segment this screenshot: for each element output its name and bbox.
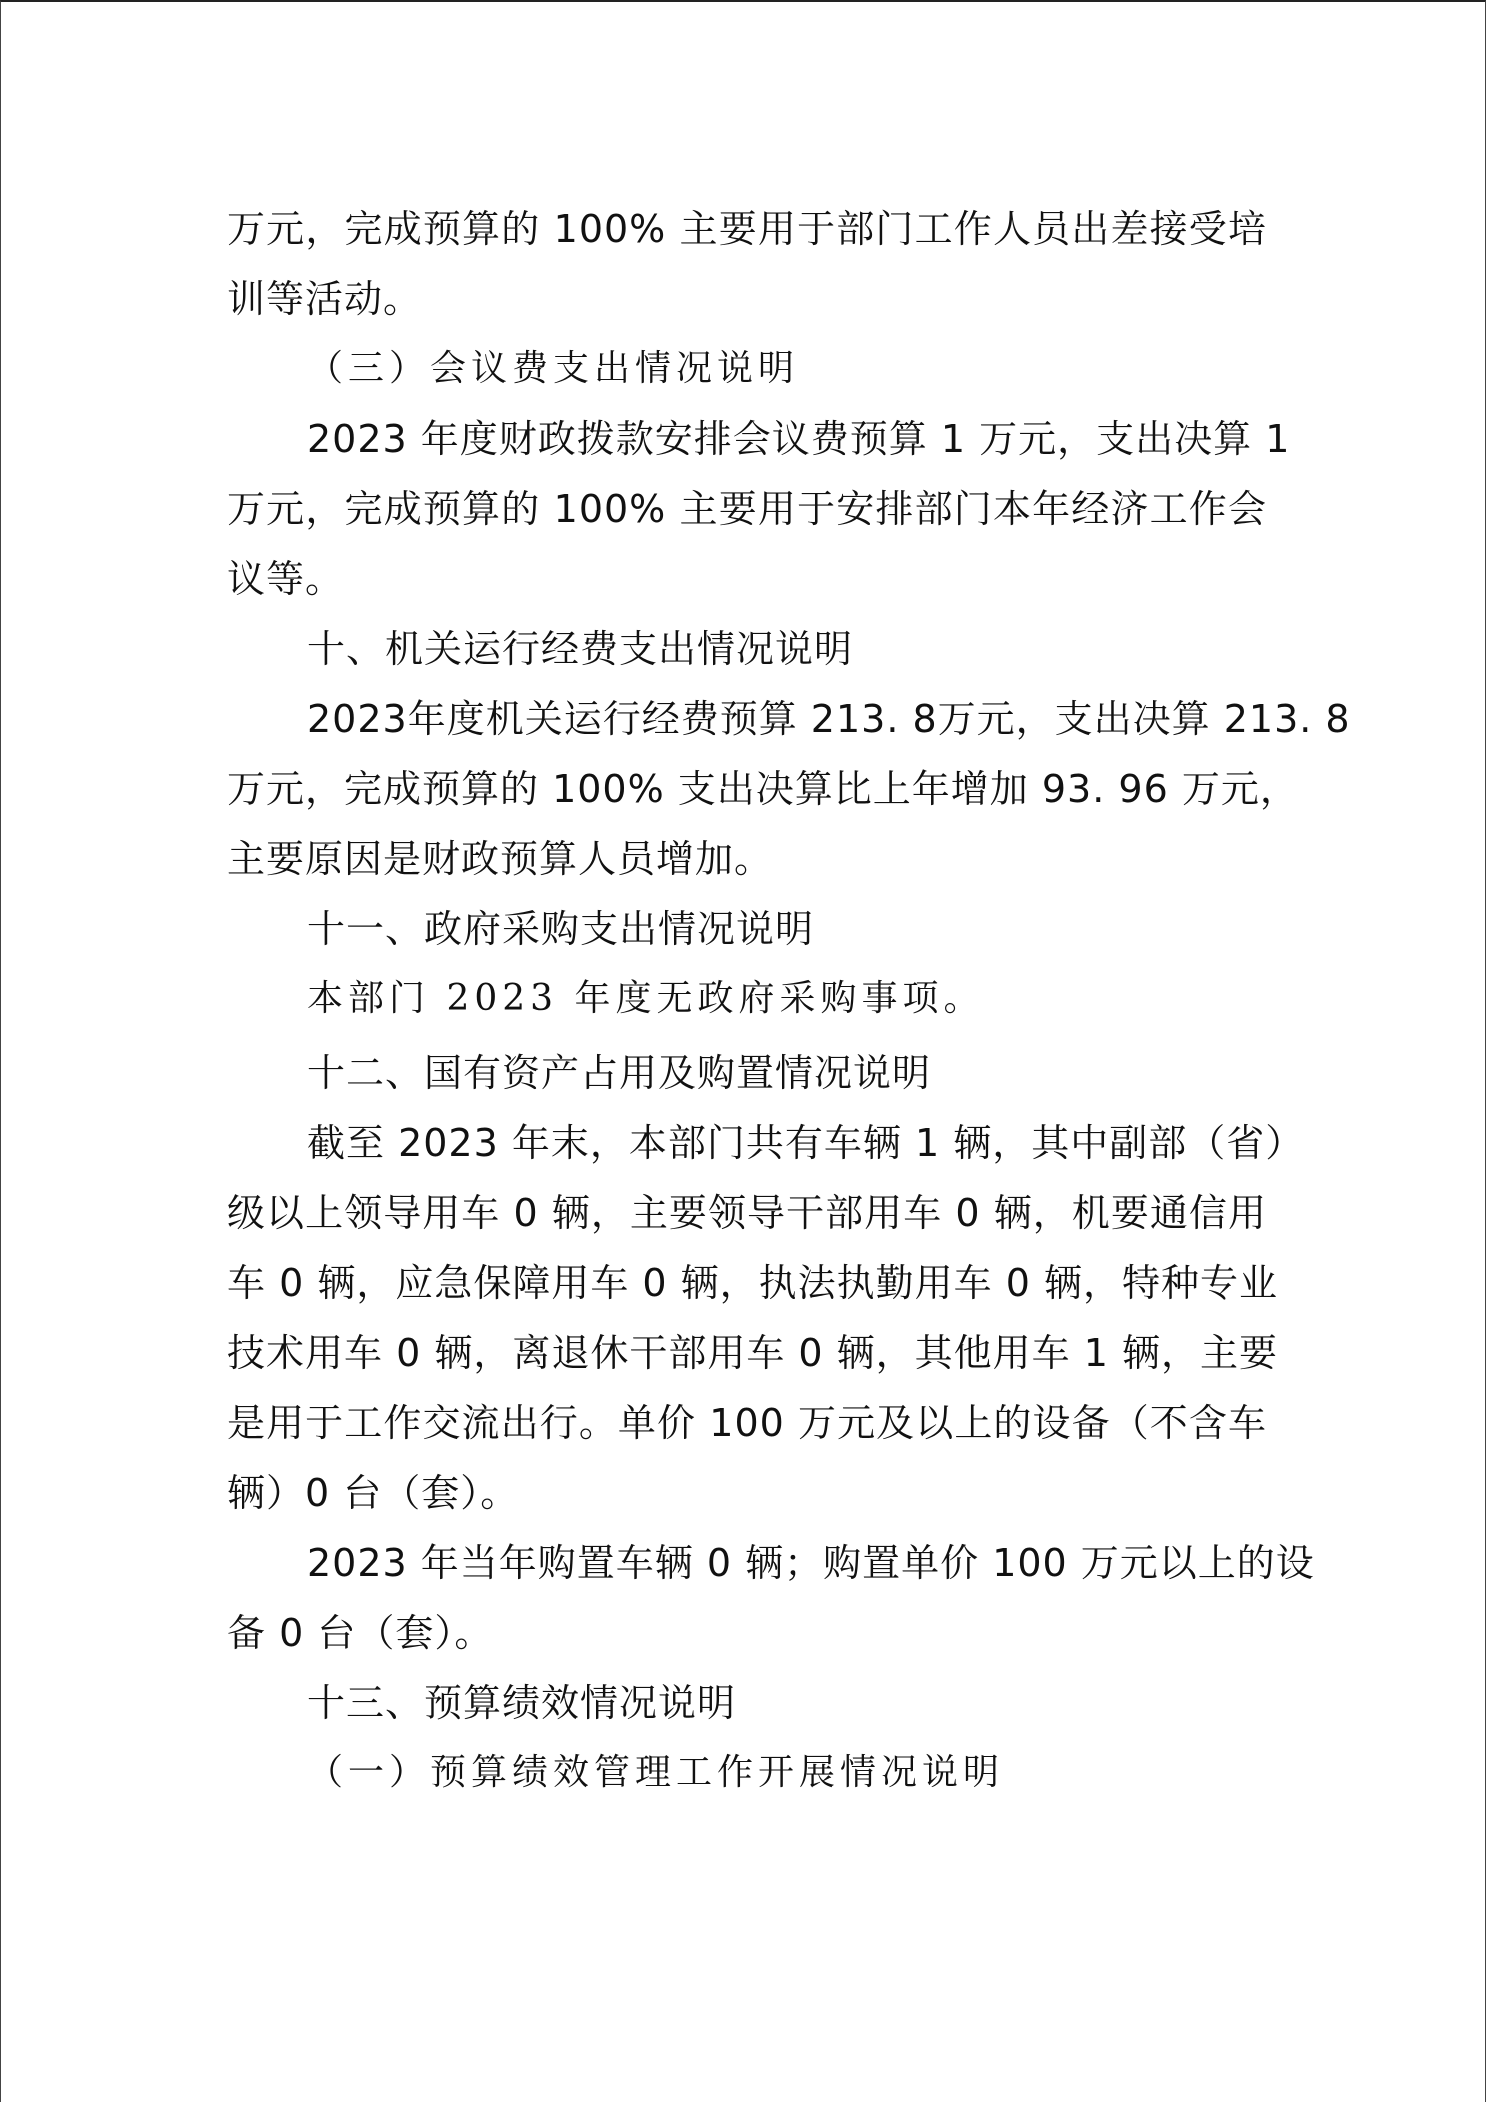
paragraph-line: 车 0 辆，应急保障用车 0 辆，执法执勤用车 0 辆，特种专业 [227,1261,1279,1305]
paragraph-line: 议等。 [227,557,345,601]
subsection-heading: （一）预算绩效管理工作开展情况说明 [307,1752,1005,1793]
subsection-heading: （三）会议费支出情况说明 [307,348,800,389]
section-heading: 十三、预算绩效情况说明 [307,1681,737,1725]
paragraph-line: 万元，完成预算的 100% 主要用于部门工作人员出差接受培 [227,207,1267,251]
paragraph-line: 万元，完成预算的 100% 支出决算比上年增加 93. 96 万元， [227,767,1299,811]
paragraph-line: 辆）0 台（套）。 [227,1471,520,1515]
paragraph-line: 训等活动。 [227,277,423,321]
section-heading: 十一、政府采购支出情况说明 [307,907,815,951]
paragraph-line: 2023年度机关运行经费预算 213. 8万元，支出决算 213. 8 [307,697,1351,741]
paragraph-line: 截至 2023 年末，本部门共有车辆 1 辆，其中副部（省） [307,1121,1305,1165]
section-heading: 十二、国有资产占用及购置情况说明 [307,1051,932,1095]
section-heading: 十、机关运行经费支出情况说明 [307,627,854,671]
paragraph-line: 是用于工作交流出行。单价 100 万元及以上的设备（不含车 [227,1401,1267,1445]
paragraph-line: 2023 年度财政拨款安排会议费预算 1 万元，支出决算 1 [307,417,1291,461]
paragraph-line: 主要原因是财政预算人员增加。 [227,837,774,881]
paragraph-line: 级以上领导用车 0 辆，主要领导干部用车 0 辆，机要通信用 [227,1191,1267,1235]
paragraph-line: 2023 年当年购置车辆 0 辆；购置单价 100 万元以上的设 [307,1541,1315,1585]
paragraph-line: 技术用车 0 辆，离退休干部用车 0 辆，其他用车 1 辆，主要 [227,1331,1279,1375]
document-body [227,194,1351,1808]
paragraph-line: 万元，完成预算的 100% 主要用于安排部门本年经济工作会 [227,487,1267,531]
paragraph-line: 备 0 台（套）。 [227,1611,494,1655]
paragraph-line: 本部门 2023 年度无政府采购事项。 [307,978,985,1019]
